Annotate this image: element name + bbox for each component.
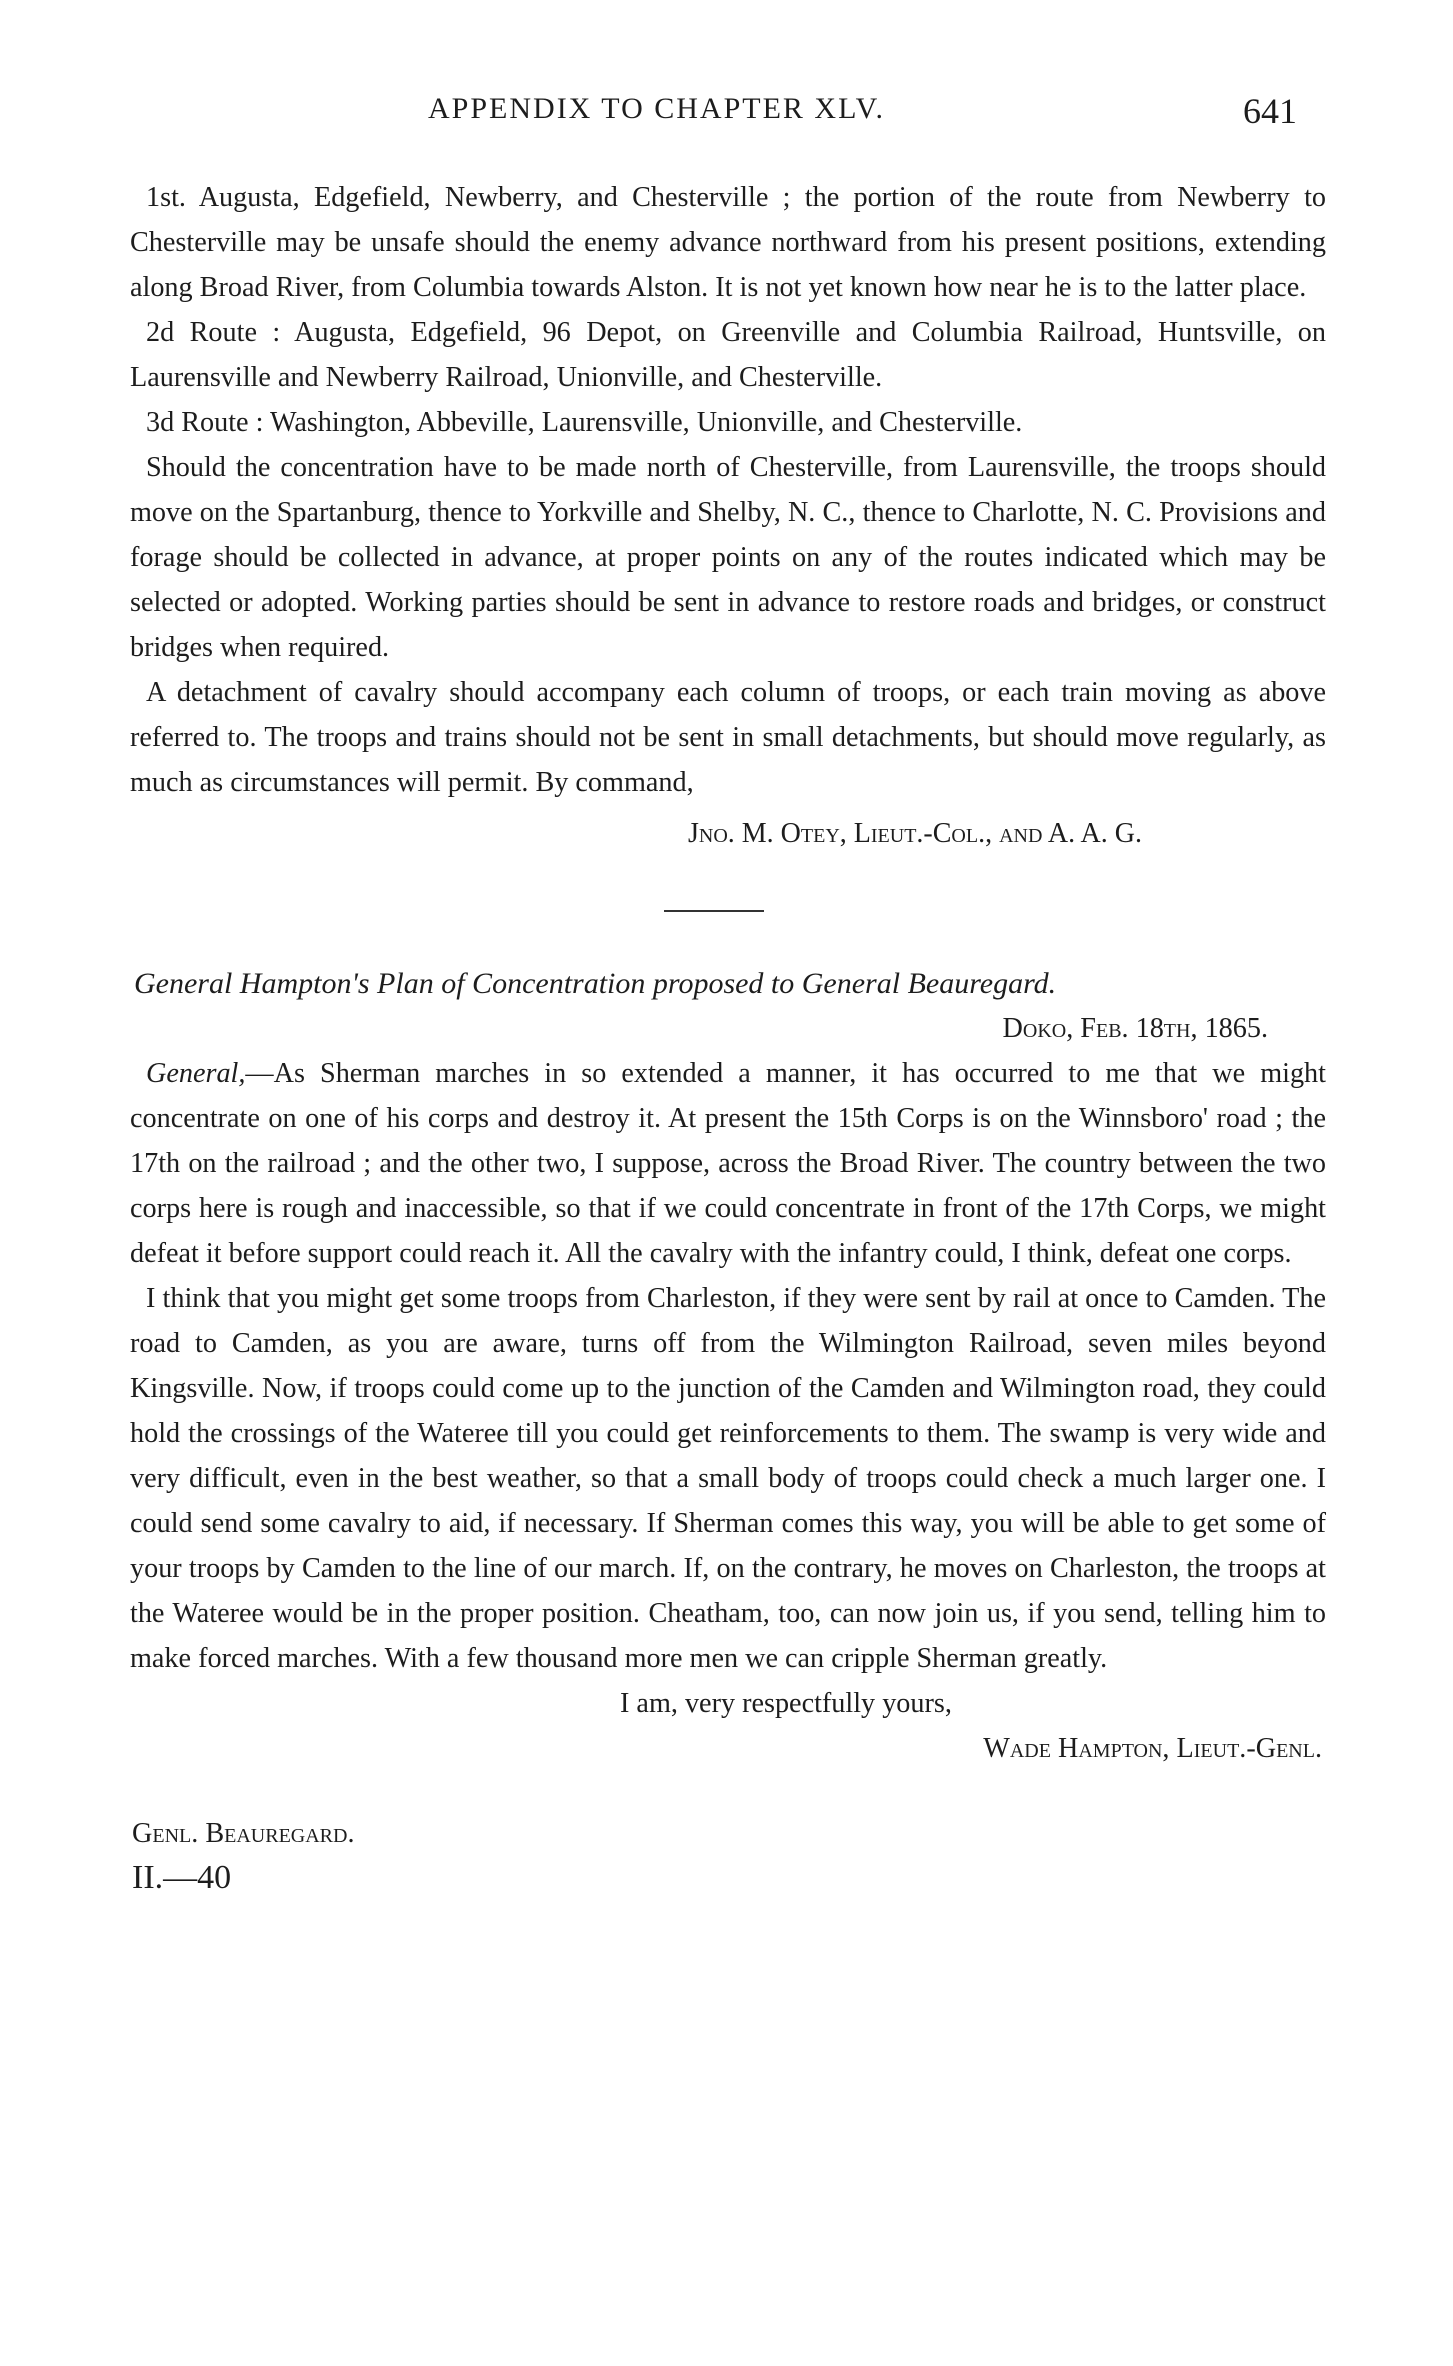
letter-paragraph-2: I think that you might get some troops from Charleston, if they were sent by rail at once to Camden. The road to Camden, as you are aware, turns off from the Wilmington Railroad, seven miles beyond Kingsville. Now, if troops could come up to the junction of the Camden and Wilmington road, they could hold the crossings of the Wateree till you could get reinforcements to them. The swamp is very wide and very difficult, even in the best weather, so that a small body of troops could check a much larger one. I could send some cavalry to aid, if necessary. If Sherman comes this way, you will be able to get some of your troops by Camden to the line of our march. If, on the contrary, he moves on Charleston, the troops at the Wateree would be in the proper position. Cheatham, too, can now join us, if you send, telling him to make forced marches. With a few thousand more men we can cripple Sherman greatly. [130,1283,1326,1674]
concentration-paragraph: Should the concentration have to be made north of Chesterville, from Laurensville, the troops should move on the Spartanburg, thence to Yorkville and Shelby, N. C., thence to Charlotte, N. C. Provisions and forage should be collected in advance, at proper points on any of the routes indicated which may be selected or adopted. Working parties should be sent in advance to restore roads and bridges, or construct bridges when required. [130,452,1326,663]
letter-dateline: Doko, Feb. 18th, 1865. [1002,1013,1268,1044]
letter-signature: Wade Hampton, Lieut.-Genl. [983,1733,1322,1764]
page-header [0,86,1453,146]
letter-addressee: Genl. Beauregard. [132,1818,355,1849]
letter-title: General Hampton's Plan of Concentration proposed to General Beauregard. [134,967,1057,1000]
route-1-paragraph: 1st. Augusta, Edgefield, Newberry, and Chesterville ; the portion of the route from Newberry to Chesterville may be unsafe should the enemy advance northward from his present positions, extending along Broad River, from Columbia towards Alston. It is not yet known how near he is to the latter place. [130,182,1326,303]
route-2-paragraph: 2d Route : Augusta, Edgefield, 96 Depot, on Greenville and Columbia Railroad, Huntsville, on Laurensville and Newberry Railroad, Unionville, and Chesterville. [130,317,1326,393]
section-divider [664,910,764,912]
letter-salutation: General, [146,1058,246,1089]
page-number: 641 [1243,91,1297,131]
page-body [130,175,1326,1900]
letter-paragraph-1-text: —As Sherman marches in so extended a manner, it has occurred to me that we might concentrate on one of his corps and destroy it. At present the 15th Corps is on the Winnsboro' road ; the 17th on the railroad ; and the other two, I suppose, across the Broad River. The country between the two corps here is rough and inaccessible, so that if we could concentrate in front of the 17th Corps, we might defeat it before support could reach it. All the cavalry with the infantry could, I think, defeat one corps. [130,1058,1326,1269]
route-3-paragraph: 3d Route : Washington, Abbeville, Laurensville, Unionville, and Chesterville. [146,407,1023,438]
running-head: APPENDIX TO CHAPTER XLV. [428,92,885,125]
order-signature: Jno. M. Otey, Lieut.-Col., and A. A. G. [688,818,1142,849]
signature-mark: II.—40 [132,1859,232,1896]
letter-closing: I am, very respectfully yours, [620,1688,952,1719]
cavalry-paragraph: A detachment of cavalry should accompany each column of troops, or each train moving as above referred to. The troops and trains should not be sent in small detachments, but should move regularly, as much as circumstances will permit. By command, [130,677,1326,798]
letter-paragraph-1 [130,1051,1326,1276]
